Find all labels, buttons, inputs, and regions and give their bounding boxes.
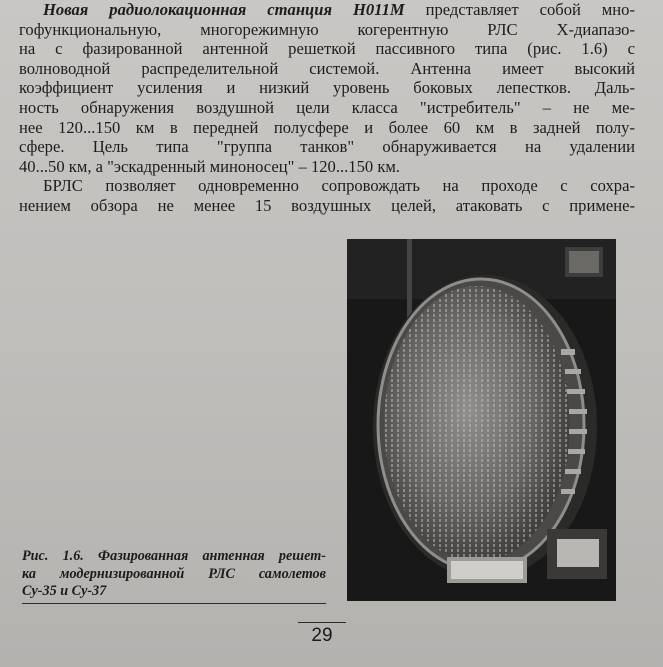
caption-line: Рис. 1.6. Фазированная антенная решет-	[22, 548, 326, 564]
text-fragment: представляет собой мно-	[425, 0, 635, 19]
text-line: нением обзора не менее 15 воздушных целей, атаковать с примене-	[19, 195, 635, 215]
text-line: нее 120...150 км в передней полусфере и более 60 км в задней полу-	[19, 117, 635, 137]
caption-divider	[22, 603, 326, 604]
text-line	[19, 0, 635, 20]
text-line: ность обнаружения воздушной цели класса "истребитель" – не ме-	[19, 97, 635, 117]
body-text	[19, 0, 635, 216]
text-line: коэффициент усиления и низкий уровень боковых лепестков. Даль-	[19, 78, 635, 98]
text-line: БРЛС позволяет одновременно сопровождать на проходе с сохра-	[43, 176, 635, 196]
text-line: на с фазированной антенной решеткой пассивного типа (рис. 1.6) с	[19, 39, 635, 59]
text-line: волноводной распределительной системой. Антенна имеет высокий	[19, 58, 635, 78]
caption-line: Су-35 и Су-37	[22, 583, 107, 600]
caption-line: ка модернизированной РЛС самолетов	[22, 565, 326, 582]
page-number-rule	[298, 622, 346, 623]
page-number: 29	[311, 625, 333, 646]
phased-array-antenna-image	[347, 239, 616, 601]
antenna-photo	[347, 239, 616, 601]
text-line: 40...50 км, а "эскадренный миноносец" – 120...150 км.	[19, 156, 401, 176]
text-line: гофункциональную, многорежимную когерентную РЛС Х-диапазо-	[19, 19, 635, 39]
figure-caption	[22, 548, 326, 601]
station-name-lead: Новая радиолокационная станция Н011М	[43, 0, 405, 19]
text-line: сфере. Цель типа "группа танков" обнаруживается на удалении	[19, 137, 635, 157]
